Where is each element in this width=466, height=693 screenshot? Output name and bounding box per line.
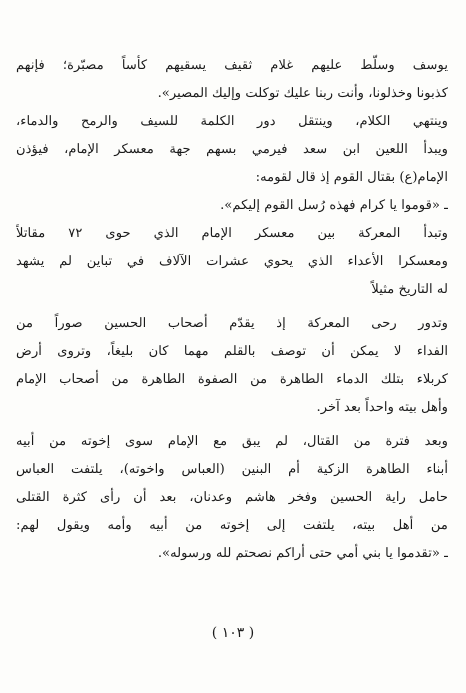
quote-line: ـ «قوموا يا كرام فهذه رُسل القوم إليكم». — [220, 198, 448, 213]
text-line: وتدور رحى المعركة إذ يقدّم أصحاب الحسين صوراً من — [16, 316, 448, 331]
text-line: كذبونا وخذلونا، وأنت ربنا عليك توكلت وإليك المصير». — [157, 86, 448, 101]
text-line: وتبدأ المعركة بين معسكر الإمام الذي حوى ٧٢ مقاتلاً — [16, 226, 448, 241]
text-line: ومعسكرا الأعداء الذي يحوي عشرات الآلاف في تباين لم يشهد — [16, 254, 448, 269]
paragraph — [16, 310, 448, 422]
text-line: وأهل بيته واحداً بعد آخر. — [316, 400, 448, 415]
text-line: وبعد فترة من القتال، لم يبق مع الإمام سوى إخوته من أبيه — [16, 434, 448, 449]
text-line: أبناء الطاهرة الزكية أم البنين (العباس واخوته)، يلتفت العباس — [16, 462, 448, 477]
text-line: كربلاء بتلك الدماء الطاهرة من الصفوة الطاهرة من أصحاب الإمام — [16, 372, 448, 387]
text-line: يوسف وسلّط عليهم غلام ثقيف يسقيهم كأساً مصبّرة؛ فإنهم — [16, 58, 448, 73]
text-line: له التاريخ مثيلاً — [371, 282, 448, 297]
text-line: الإمام(ع) بقتال القوم إذ قال لقومه: — [255, 170, 448, 185]
paragraph — [16, 108, 448, 192]
page-number: ( ١٠٣ ) — [211, 625, 255, 641]
paragraph — [16, 220, 448, 304]
paragraph — [16, 192, 448, 220]
text-line: حامل راية الحسين وفخر هاشم وعدنان، بعد أن رأى كثرة القتلى — [16, 490, 448, 505]
paragraph — [16, 52, 448, 108]
quote-line: ـ «تقدموا يا بني أمي حتى أراكم نصحتم لله ورسوله». — [157, 546, 448, 561]
text-line: وينتهي الكلام، وينتقل دور الكلمة للسيف والرمح والدماء، — [16, 114, 448, 129]
text-line: ويبدأ اللعين ابن سعد فيرمي بسهم جهة معسكر الإمام، فيؤذن — [16, 142, 448, 157]
body-text — [16, 52, 448, 568]
text-line: الفداء لا يمكن أن توصف بالقلم مهما كان بليغاً، وتروى أرض — [16, 344, 448, 359]
text-line: من أهل بيته، يلتفت إلى إخوته من أبيه وأمه ويقول لهم: — [16, 518, 448, 533]
paragraph — [16, 428, 448, 568]
